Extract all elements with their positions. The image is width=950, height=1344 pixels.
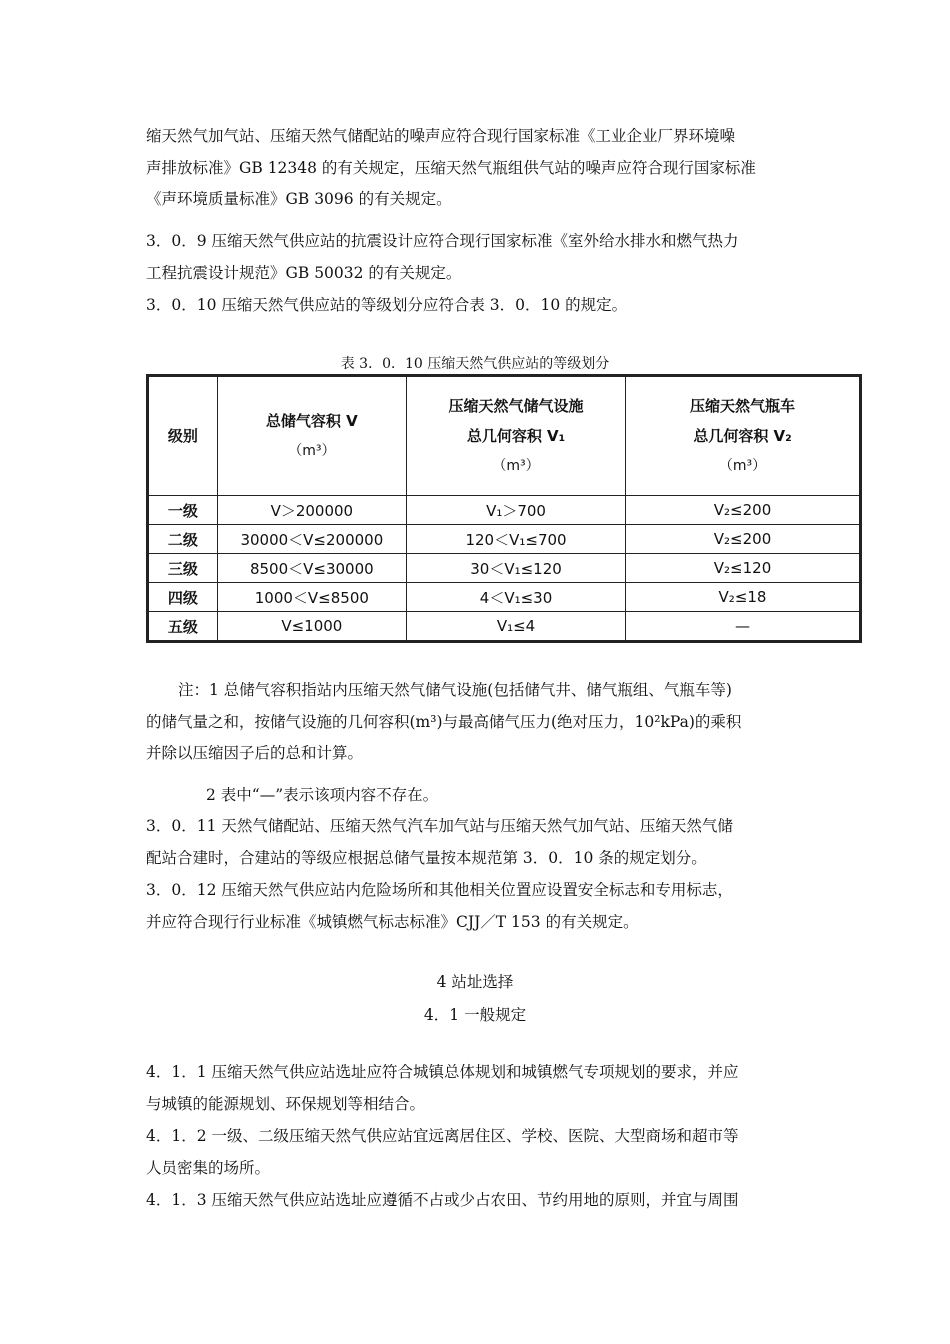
table-row — [148, 583, 861, 612]
section-title: 4．1 一般规定 — [423, 1006, 527, 1024]
cell-level: 五级 — [148, 612, 218, 642]
header-unit: （m³） — [492, 458, 540, 474]
grade-table — [146, 374, 862, 643]
table-row — [148, 525, 861, 554]
text-line: 4．1．3 压缩天然气供应站选址应遵循不占或少占农田、节约用地的原则，并宜与周围 — [146, 1191, 739, 1209]
text-line: 3．0．12 压缩天然气供应站内危险场所和其他相关位置应设置安全标志和专用标志， — [146, 881, 733, 899]
header-total-volume — [217, 376, 406, 496]
header-text: 总储气容积 V — [265, 412, 358, 430]
text-line: 3．0．9 压缩天然气供应站的抗震设计应符合现行国家标准《室外给水排水和燃气热力 — [146, 232, 739, 250]
text-line: 注：1 总储气容积指站内压缩天然气储气设施(包括储气井、储气瓶组、气瓶车等) — [178, 681, 732, 699]
paragraph-3-0-11 — [146, 811, 810, 874]
cell-v1: V₁＞700 — [407, 496, 626, 525]
cell-total: 8500＜V≤30000 — [217, 554, 406, 583]
header-text: 压缩天然气储气设施 — [448, 397, 584, 415]
cell-v1: V₁≤4 — [407, 612, 626, 642]
text-line: 缩天然气加气站、压缩天然气储配站的噪声应符合现行国家标准《工业企业厂界环境噪 — [146, 127, 736, 145]
text-line: 工程抗震设计规范》GB 50032 的有关规定。 — [146, 263, 462, 282]
text-line: 并应符合现行行业标准《城镇燃气标志标准》CJJ／T 153 的有关规定。 — [146, 912, 639, 931]
cell-total: 1000＜V≤8500 — [217, 583, 406, 612]
header-level: 级别 — [148, 376, 218, 496]
table-header-row — [148, 376, 861, 496]
text-line: 配站合建时，合建站的等级应根据总储气量按本规范第 3．0．10 条的规定划分。 — [146, 848, 707, 867]
paragraph-noise — [146, 121, 810, 216]
text-line: 《声环境质量标准》GB 3096 的有关规定。 — [146, 190, 452, 208]
table-row — [148, 612, 861, 642]
text-line: 人员密集的场所。 — [146, 1158, 271, 1177]
text-line: 声排放标准》GB 12348 的有关规定，压缩天然气瓶组供气站的噪声应符合现行国家标准 — [146, 158, 756, 177]
paragraph-4-1-2 — [146, 1121, 810, 1184]
table-row — [148, 496, 861, 525]
cell-v2: V₂≤200 — [626, 496, 861, 525]
text-line: 4．1．1 压缩天然气供应站选址应符合城镇总体规划和城镇燃气专项规划的要求，并应 — [146, 1063, 739, 1081]
cell-v2: V₂≤18 — [626, 583, 861, 612]
table-note-2 — [146, 780, 810, 812]
paragraph-3-0-9 — [146, 226, 810, 289]
text-line: 3．0．11 天然气储配站、压缩天然气汽车加气站与压缩天然气加气站、压缩天然气储 — [146, 817, 733, 835]
header-unit: （m³） — [718, 458, 767, 474]
cell-total: 30000＜V≤200000 — [217, 525, 406, 554]
header-text: 总几何容积 V₁ — [466, 427, 566, 445]
header-text: 总几何容积 V₂ — [693, 427, 792, 445]
cell-v1: 30＜V₁≤120 — [407, 554, 626, 583]
chapter-title: 4 站址选择 — [436, 973, 514, 991]
header-storage-volume — [407, 376, 626, 496]
paragraph-3-0-10 — [146, 290, 810, 322]
table-row — [148, 554, 861, 583]
text-line: 4．1．2 一级、二级压缩天然气供应站宜远离居住区、学校、医院、大型商场和超市等 — [146, 1127, 739, 1145]
header-trailer-volume — [626, 376, 861, 496]
header-unit: （m³） — [288, 443, 336, 459]
cell-level: 三级 — [148, 554, 218, 583]
cell-level: 二级 — [148, 525, 218, 554]
text-line: 3．0．10 压缩天然气供应站的等级划分应符合表 3．0．10 的规定。 — [146, 296, 628, 314]
text-line: 并除以压缩因子后的总和计算。 — [146, 744, 364, 762]
text-line: 的储气量之和，按储气设施的几何容积(m³)与最高储气压力(绝对压力，10²kPa)的乘积 — [146, 712, 742, 731]
cell-v2: V₂≤120 — [626, 554, 861, 583]
cell-v1: 120＜V₁≤700 — [407, 525, 626, 554]
paragraph-4-1-1 — [146, 1057, 810, 1120]
table-caption: 表 3．0．10 压缩天然气供应站的等级划分 — [340, 356, 610, 372]
cell-total: V≤1000 — [217, 612, 406, 642]
cell-level: 四级 — [148, 583, 218, 612]
header-text: 压缩天然气瓶车 — [690, 397, 796, 415]
table-note-1 — [146, 675, 810, 770]
text-line: 2 表中“—”表示该项内容不存在。 — [206, 786, 439, 804]
cell-total: V＞200000 — [217, 496, 406, 525]
paragraph-4-1-3 — [146, 1185, 810, 1217]
cell-level: 一级 — [148, 496, 218, 525]
paragraph-3-0-12 — [146, 875, 810, 938]
cell-v2: V₂≤200 — [626, 525, 861, 554]
cell-v2: — — [626, 612, 861, 642]
cell-v1: 4＜V₁≤30 — [407, 583, 626, 612]
text-line: 与城镇的能源规划、环保规划等相结合。 — [146, 1094, 426, 1113]
